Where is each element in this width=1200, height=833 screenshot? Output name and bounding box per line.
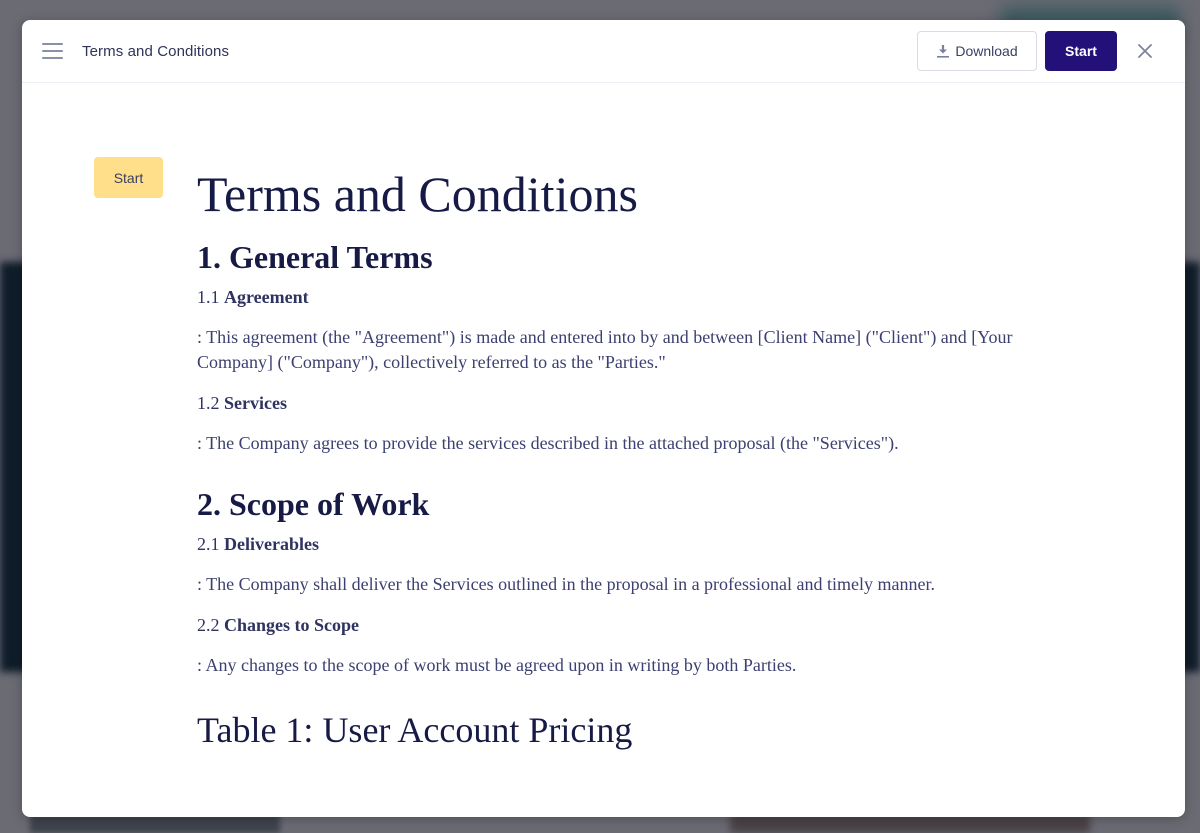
download-icon <box>936 44 950 58</box>
clause-title: Services <box>224 393 287 413</box>
header-actions <box>917 31 1165 71</box>
clause-text: : The Company shall deliver the Services outlined in the proposal in a professional and timely manner. <box>197 574 935 594</box>
section-heading: 2. Scope of Work <box>197 486 430 522</box>
download-button[interactable] <box>917 31 1037 71</box>
section-heading: 1. General Terms <box>197 239 433 275</box>
clause-number: 2.1 <box>197 534 220 554</box>
modal-header <box>22 20 1185 83</box>
close-button[interactable] <box>1125 31 1165 71</box>
menu-button[interactable] <box>42 39 66 63</box>
table-title: Table 1: User Account Pricing <box>197 710 633 750</box>
clause-heading <box>197 285 1017 309</box>
clause-title: Deliverables <box>224 534 319 554</box>
document-content <box>197 163 1017 752</box>
clause-text: : This agreement (the "Agreement") is made and entered into by and between [Client Name] ("Client") and [Your Company] ("Company"), collectively referred to as the "Parties." <box>197 327 1013 372</box>
modal-title: Terms and Conditions <box>82 42 230 60</box>
clause-heading <box>197 391 1017 415</box>
start-button[interactable]: Start <box>1045 31 1117 71</box>
download-label: Download <box>955 43 1018 59</box>
clause-text: : Any changes to the scope of work must be agreed upon in writing by both Parties. <box>197 655 797 675</box>
hamburger-icon <box>42 50 63 52</box>
clause-heading <box>197 613 1017 637</box>
close-icon <box>1137 43 1153 59</box>
clause-number: 2.2 <box>197 615 220 635</box>
clause-number: 1.2 <box>197 393 220 413</box>
clause-text: : The Company agrees to provide the services described in the attached proposal (the "Services"). <box>197 433 899 453</box>
document-preview-modal <box>22 20 1185 817</box>
clause-heading <box>197 532 1017 556</box>
hamburger-icon <box>42 43 63 45</box>
clause-title: Agreement <box>224 287 309 307</box>
start-marker-tag[interactable]: Start <box>94 157 163 198</box>
hamburger-icon <box>42 57 63 59</box>
clause-title: Changes to Scope <box>224 615 360 635</box>
clause-number: 1.1 <box>197 287 220 307</box>
document-title: Terms and Conditions <box>197 166 638 222</box>
